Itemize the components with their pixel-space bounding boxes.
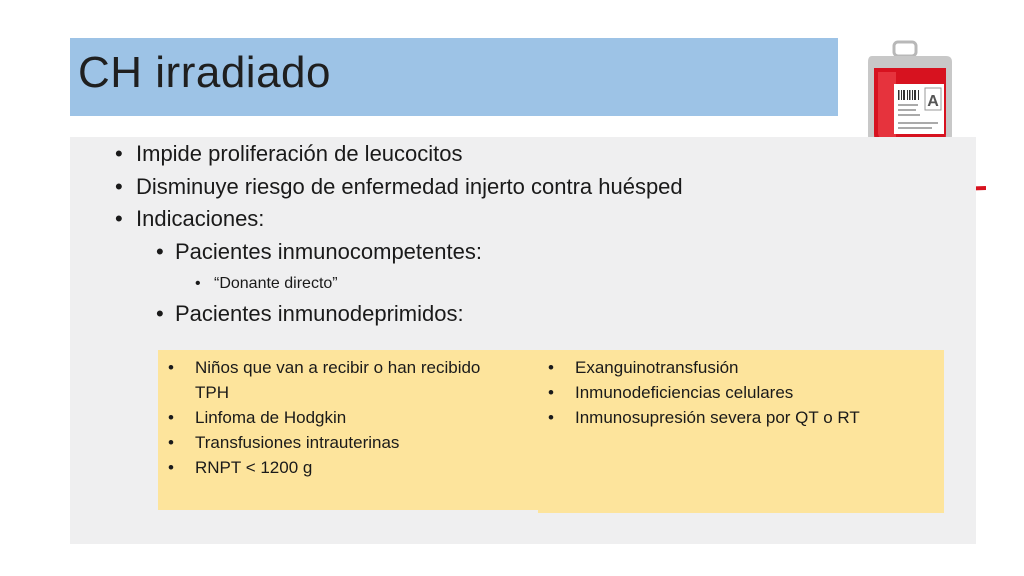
bullet-item: • Indicaciones: <box>136 206 264 232</box>
list-item: • Exanguinotransfusión <box>575 355 739 380</box>
bullet-item: • Disminuye riesgo de enfermedad injerto contra huésped <box>136 174 683 200</box>
list-item-continuation: TPH <box>195 383 229 402</box>
list-item: • RNPT < 1200 g <box>195 455 312 480</box>
sub-sub-bullet-item: • “Donante directo” <box>214 275 338 293</box>
list-item: • Transfusiones intrauterinas <box>195 430 399 455</box>
immunodeficient-box-left <box>158 350 538 510</box>
blood-type-label: A <box>927 93 939 110</box>
list-item: • Linfoma de Hodgkin <box>195 405 346 430</box>
list-item: • Inmunosupresión severa por QT o RT <box>575 405 860 430</box>
list-item: • Niños que van a recibir o han recibido <box>195 355 480 380</box>
sub-bullet-item: • Pacientes inmunodeprimidos: <box>175 301 464 327</box>
list-item: • Inmunodeficiencias celulares <box>575 380 793 405</box>
sub-bullet-item: • Pacientes inmunocompetentes: <box>175 239 482 265</box>
title-bar <box>70 38 838 116</box>
slide-title: CH irradiado <box>78 48 331 97</box>
immunodeficient-box-right <box>538 350 944 513</box>
bullet-item: • Impide proliferación de leucocitos <box>136 141 463 167</box>
